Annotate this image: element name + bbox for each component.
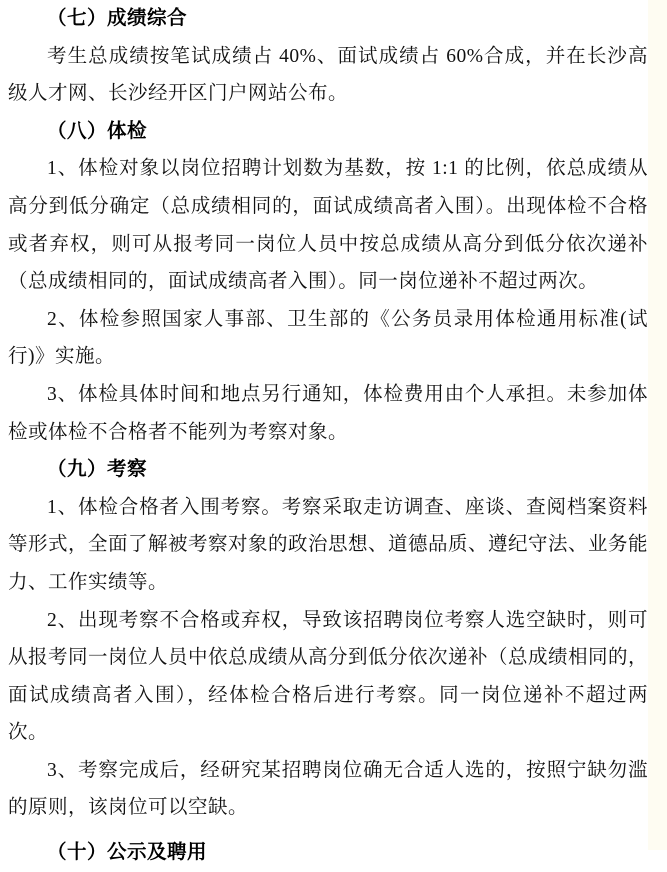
section-heading-8-physical-exam: （八）体检 bbox=[47, 119, 148, 142]
section-heading-9-inspection: （九）考察 bbox=[47, 458, 148, 481]
section-heading-10-announcement: （十）公示及聘用 bbox=[47, 841, 208, 864]
paragraph-inspection-vacancy: 3、考察完成后，经研究某招聘岗位确无合适人选的，按照宁缺勿滥的原则，该岗位可以空缺。 bbox=[8, 759, 648, 819]
paragraph-exam-time-cost: 3、体检具体时间和地点另行通知，体检费用由个人承担。未参加体检或体检不合格者不能列为考察对象。 bbox=[8, 383, 648, 443]
paragraph-inspection-replacement: 2、出现考察不合格或弃权，导致该招聘岗位考察人选空缺时，则可从报考同一岗位人员中依总成绩从高分到低分依次递补（总成绩相同的，面试成绩高者入围），经体检合格后进行考察。同一岗位递补不超过两次。 bbox=[8, 609, 649, 744]
paragraph-exam-standard: 2、体检参照国家人事部、卫生部的《公务员录用体检通用标准(试行)》实施。 bbox=[8, 308, 648, 368]
paragraph-inspection-scope: 1、体检合格者入围考察。考察采取走访调查、座谈、查阅档案资料等形式，全面了解被考察对象的政治思想、道德品质、遵纪守法、业务能力、工作实绩等。 bbox=[8, 496, 649, 593]
page-right-edge-strip bbox=[648, 0, 667, 850]
section-heading-7-score-composition: （七）成绩综合 bbox=[47, 7, 188, 29]
paragraph-score-composition: 考生总成绩按笔试成绩占 40%、面试成绩占 60%合成，并在长沙高级人才网、长沙经开区门户网站公布。 bbox=[8, 45, 648, 105]
paragraph-exam-candidates: 1、体检对象以岗位招聘计划数为基数，按 1:1 的比例，依总成绩从高分到低分确定（总成绩相同的，面试成绩高者入围）。出现体检不合格或者弃权，则可从报考同一岗位人员中按总成绩从高分到低分依次递补（总成绩相同的，面试成绩高者入围）。同一岗位递补不超过两次。 bbox=[8, 158, 648, 293]
